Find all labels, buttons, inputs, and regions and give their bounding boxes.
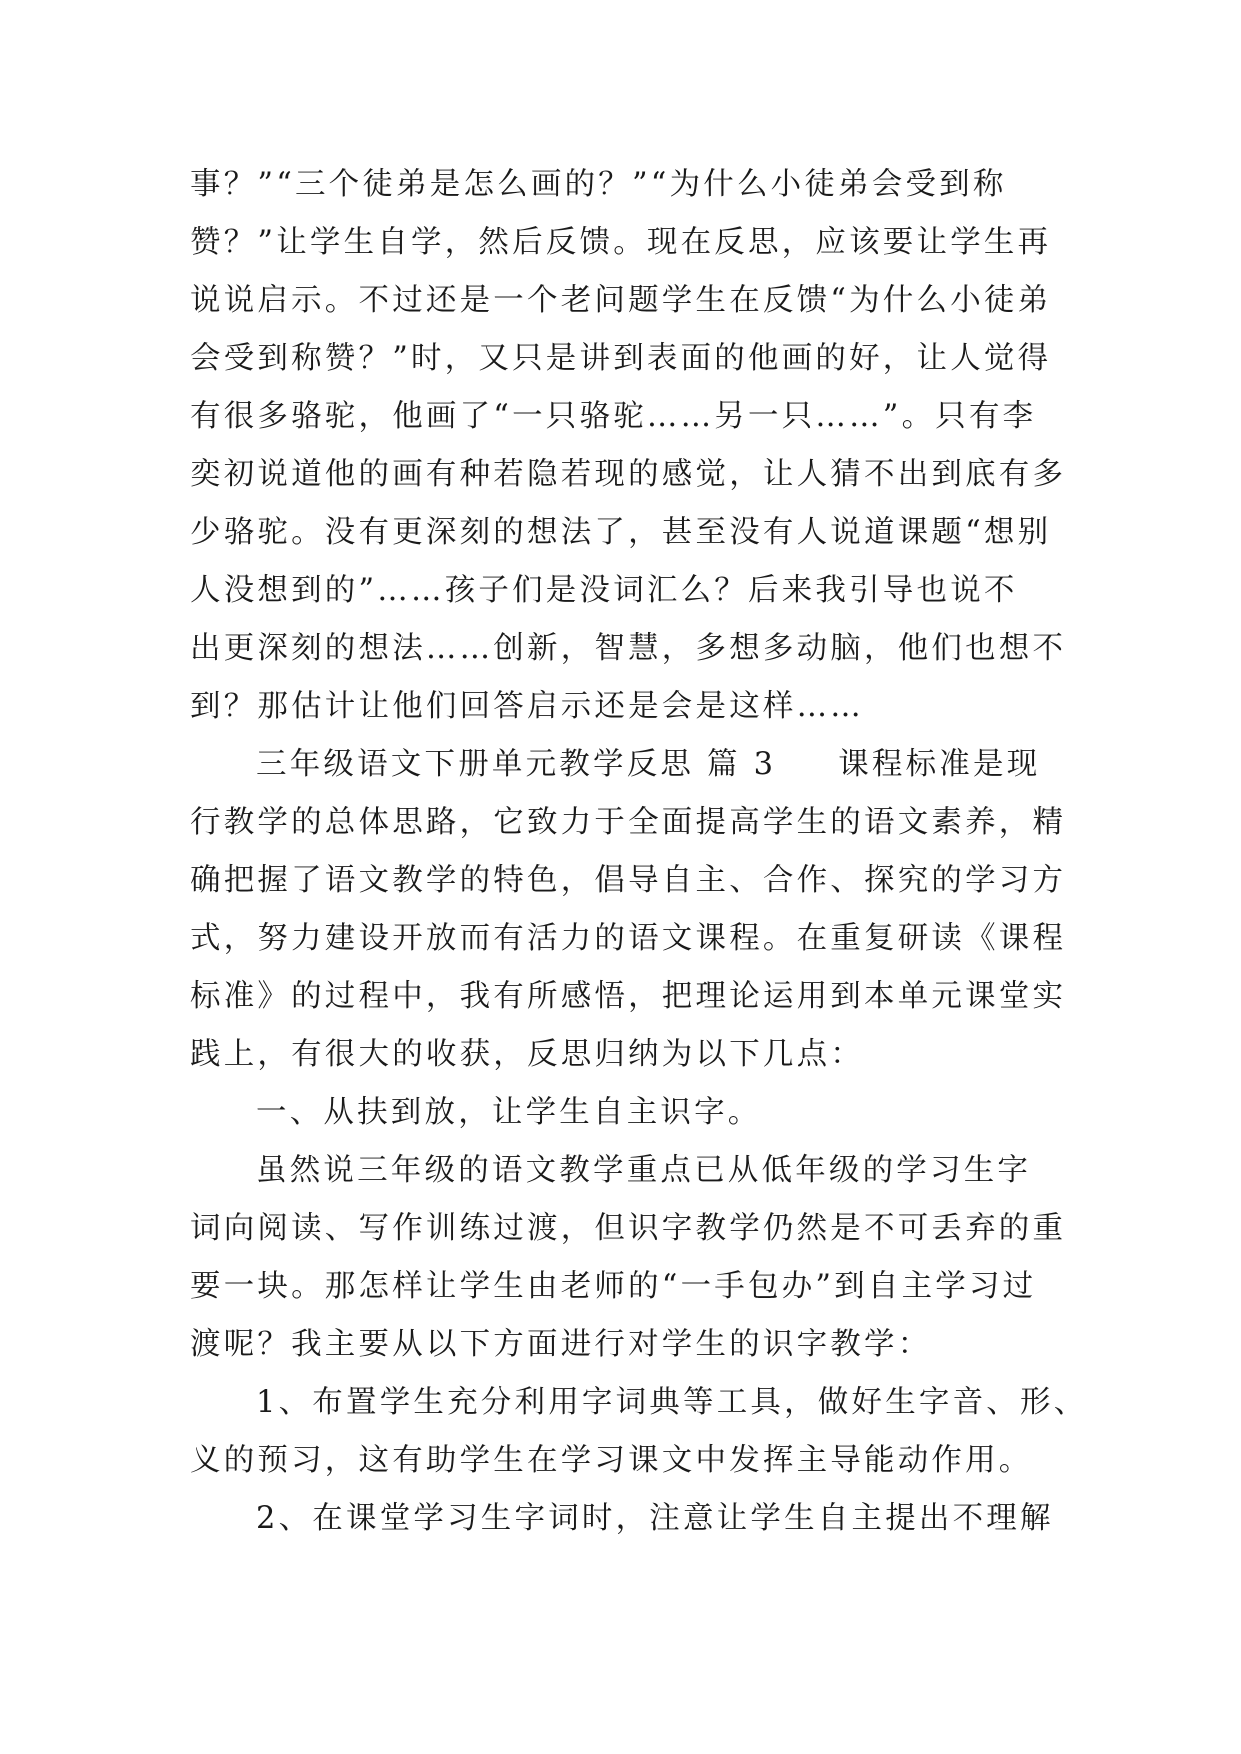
document-body — [190, 156, 1088, 1548]
list-item-line: 1、布置学生充分利用字词典等工具，做好生字音、形、 — [256, 1385, 1088, 1420]
section-heading-continuation: 课程标准是现 — [838, 747, 1041, 782]
paragraph-line: 渡呢？我主要从以下方面进行对学生的识字教学： — [190, 1327, 932, 1362]
body-line: 有很多骆驼，他画了“一只骆驼……另一只……”。只有李 — [190, 399, 1037, 434]
list-item-line: 义的预习，这有助学生在学习课文中发挥主导能动作用。 — [190, 1443, 1033, 1478]
paragraph-line: 虽然说三年级的语文教学重点已从低年级的学习生字 — [256, 1153, 1032, 1188]
body-line: 出更深刻的想法……创新，智慧，多想多动脑，他们也想不 — [190, 631, 1067, 666]
paragraph-line: 词向阅读、写作训练过渡，但识字教学仍然是不可丢弃的重 — [190, 1211, 1067, 1246]
body-line: 少骆驼。没有更深刻的想法了，甚至没有人说道课题“想别 — [190, 515, 1052, 550]
section-line: 标准》的过程中，我有所感悟，把理论运用到本单元课堂实 — [190, 979, 1067, 1014]
body-line: 赞？”让学生自学，然后反馈。现在反思，应该要让学生再 — [190, 225, 1052, 260]
point-heading: 一、从扶到放，让学生自主识字。 — [256, 1095, 762, 1130]
section-line: 确把握了语文教学的特色，倡导自主、合作、探究的学习方 — [190, 863, 1067, 898]
body-line: 人没想到的”……孩子们是没词汇么？后来我引导也说不 — [190, 573, 1018, 608]
body-line: 事？”“三个徒弟是怎么画的？”“为什么小徒弟会受到称 — [190, 167, 1007, 202]
list-item-line: 2、在课堂学习生字词时，注意让学生自主提出不理解 — [256, 1501, 1054, 1536]
body-line: 会受到称赞？”时，又只是讲到表面的他画的好，让人觉得 — [190, 341, 1052, 376]
section-line: 践上，有很大的收获，反思归纳为以下几点： — [190, 1037, 864, 1072]
body-line: 说说启示。不过还是一个老问题学生在反馈“为什么小徒弟 — [190, 283, 1052, 318]
body-line: 奕初说道他的画有种若隐若现的感觉，让人猜不出到底有多 — [190, 457, 1067, 492]
paragraph-line: 要一块。那怎样让学生由老师的“一手包办”到自主学习过 — [190, 1269, 1037, 1304]
section-heading: 三年级语文下册单元教学反思 篇 3 — [256, 747, 777, 782]
section-line: 行教学的总体思路，它致力于全面提高学生的语文素养，精 — [190, 805, 1067, 840]
section-heading-line — [190, 736, 1070, 794]
section-line: 式，努力建设开放而有活力的语文课程。在重复研读《课程 — [190, 921, 1067, 956]
body-line: 到？那估计让他们回答启示还是会是这样…… — [190, 689, 864, 724]
